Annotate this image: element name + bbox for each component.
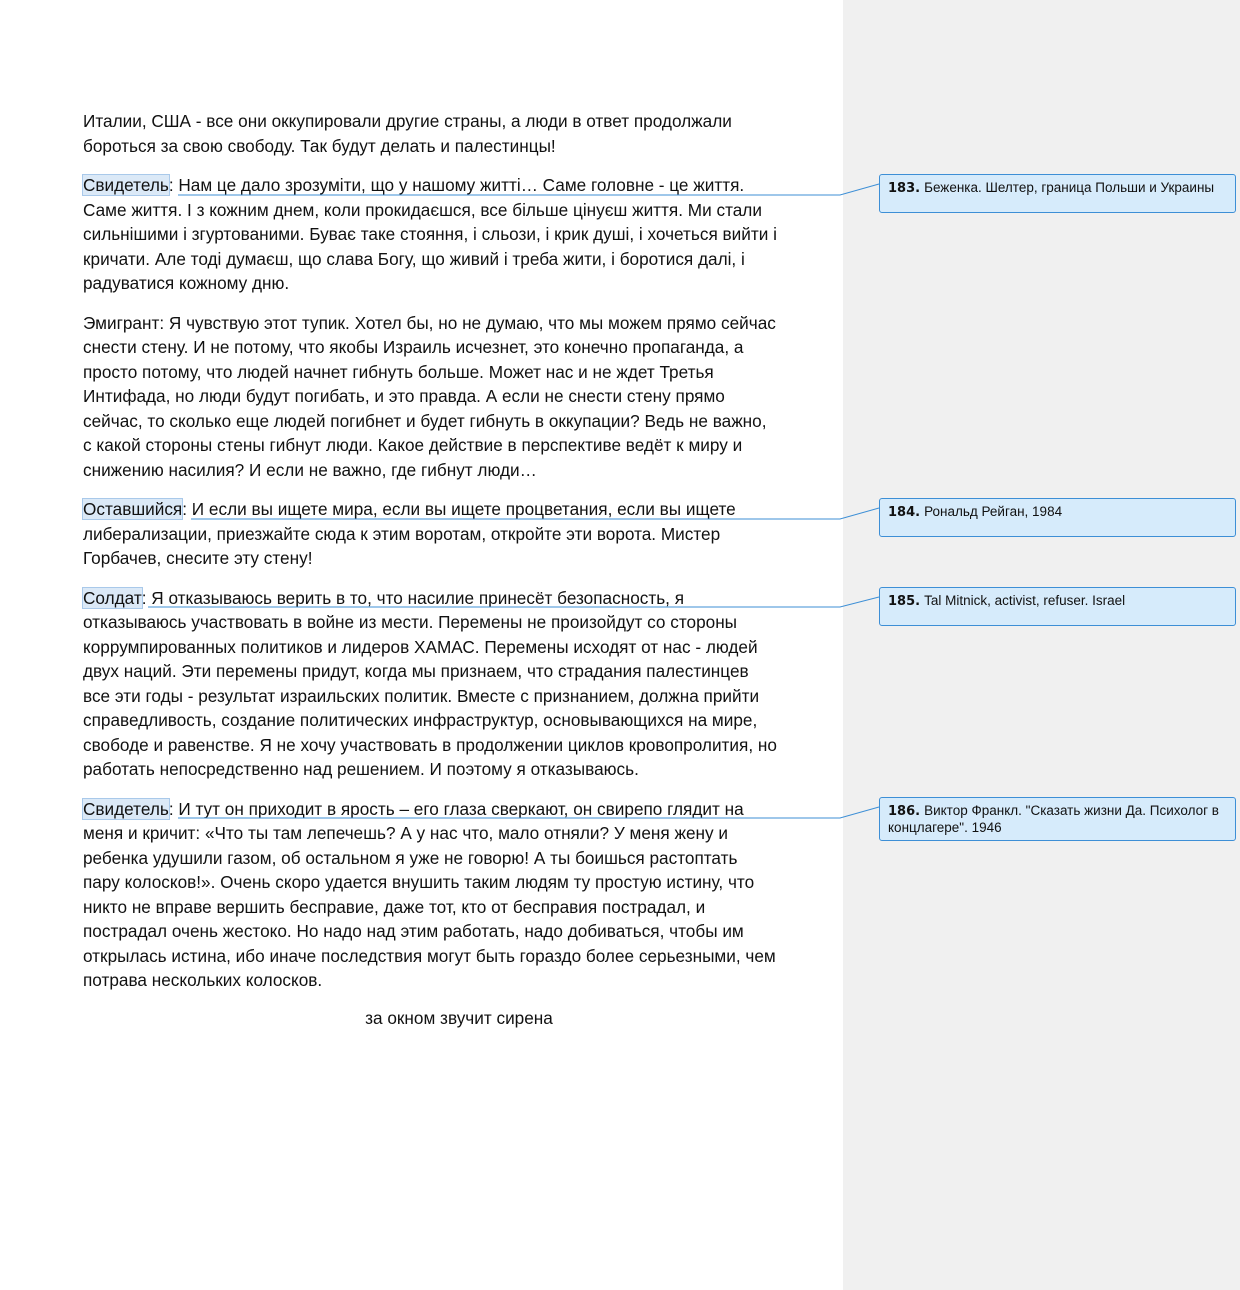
comment-anchor-186[interactable]: Свидетель	[83, 798, 169, 819]
text-line: Эмигрант: Я чувствую этот тупик. Хотел бы, но не думаю, что мы можем прямо сейчас	[83, 312, 776, 333]
text-line: двух наций. Эти перемены придут, когда мы признаем, что страдания палестинцев	[83, 661, 749, 681]
text-line: никто не вправе вершить бесправие, даже тот, кто от бесправия пострадал, и	[83, 896, 706, 917]
text-line: справедливость, создание политических инфраструктур, основывающихся на мире,	[83, 710, 758, 730]
comment-number: 184.	[888, 505, 921, 520]
text-line: либерализации, приезжайте сюда к этим воротам, откройте эти ворота. Мистер	[83, 523, 721, 544]
text-line: Саме життя. І з кожним днем, коли прокидаєшся, все більше цінуєш життя. Ми стали	[83, 199, 762, 220]
text-line	[83, 497, 835, 522]
stage-direction: за окном звучит сирена	[365, 1008, 553, 1028]
comment-number: 183.	[888, 181, 921, 196]
comment-184[interactable]	[879, 498, 1236, 537]
text-run: : И если вы ищете мира, если вы ищете процветания, если вы ищете	[182, 499, 736, 519]
comment-text: Виктор Франкл. "Сказать жизни Да. Психолог в концлагере". 1946	[888, 803, 1219, 835]
text-run: : Я отказываюсь верить в то, что насилие принесёт безопасность, я	[141, 587, 685, 608]
comment-text: Рональд Рейган, 1984	[924, 504, 1063, 519]
text-line: открылась истина, ибо иначе последствия могут быть гораздо более серьезными, чем	[83, 945, 776, 966]
text-line: работать непосредственно над решением. И поэтому я отказываюсь.	[83, 759, 639, 779]
text-line: коррумпированных политиков и лидеров ХАМАС. Перемены исходят от нас - людей	[83, 636, 758, 657]
text-line: свободе и равенстве. Я не хочу участвовать в продолжении циклов кровопролития, но	[83, 734, 777, 755]
comment-anchor-183[interactable]: Свидетель	[83, 175, 169, 195]
text-run: : И тут он приходит в ярость – его глаза сверкают, он свирепо глядит на	[168, 798, 744, 819]
paragraph[interactable]	[83, 311, 835, 483]
text-line	[83, 173, 835, 198]
paragraph[interactable]	[83, 109, 835, 158]
text-line: потрава нескольких колосков.	[83, 970, 323, 990]
text-line: бороться за свою свободу. Так будут делать и палестинцы!	[83, 135, 556, 156]
text-line: Горбачев, снесите эту стену!	[83, 548, 313, 568]
text-line: сильнішими і згуртованими. Буває таке стояння, і сльози, і крик душі, і хочеться вийти і	[83, 224, 777, 244]
comment-number: 186.	[888, 804, 921, 819]
comment-anchor-185[interactable]: Солдат	[83, 587, 142, 608]
comment-anchor-184[interactable]: Оставшийся	[83, 499, 183, 519]
text-line: радуватися кожному дню.	[83, 273, 290, 293]
text-line: пару колосков!». Очень скоро удается внушить таким людям ту простую истину, что	[83, 872, 755, 892]
text-line: с какой стороны стены гибнут люди. Какое действие в перспективе ведёт к миру и	[83, 435, 743, 455]
text-line: сейчас, то сколько еще людей погибнет и будет гибнуть в оккупации? Ведь не важно,	[83, 410, 767, 431]
paragraph[interactable]	[83, 497, 835, 571]
text-line: Италии, США - все они оккупировали другие страны, а люди в ответ продолжали	[83, 111, 732, 131]
comment-number: 185.	[888, 594, 921, 609]
text-line: пострадал очень жестоко. Но надо над этим работать, надо добиваться, чтобы им	[83, 921, 744, 941]
text-line	[83, 586, 835, 611]
comment-185[interactable]	[879, 587, 1236, 626]
text-line: снижению насилия? И если не важно, где гибнут люди…	[83, 459, 537, 480]
text-line: просто потому, что людей начнет гибнуть больше. Может нас и не ждет Третья	[83, 361, 714, 382]
text-line: Интифада, но люди будут погибать, и это правда. А если не снести стену прямо	[83, 386, 725, 406]
text-line: снести стену. И не потому, что якобы Израиль исчезнет, это конечно пропаганда, а	[83, 337, 744, 357]
comment-186[interactable]	[879, 797, 1236, 841]
comment-text: Беженка. Шелтер, граница Польши и Украины	[924, 180, 1215, 195]
text-line: отказываюсь участвовать в войне из мести. Перемены не произойдут со стороны	[83, 612, 738, 632]
paragraph[interactable]	[83, 797, 835, 993]
text-line: все эти годы - результат израильских политик. Вместе с признанием, должна прийти	[83, 685, 760, 706]
paragraph[interactable]	[83, 173, 835, 296]
text-run: : Нам це дало зрозуміти, що у нашому житті… Саме головне - це життя.	[168, 175, 745, 195]
text-line	[83, 797, 835, 822]
comment-text: Tal Mitnick, activist, refuser. Israel	[924, 593, 1126, 608]
comment-183[interactable]	[879, 174, 1236, 213]
text-line: ребенка удушили газом, об остальном я уже не говорю! А ты боишься растоптать	[83, 847, 738, 868]
document-body[interactable]	[83, 109, 835, 1008]
text-line: меня и кричит: «Что ты там лепечешь? А у нас что, мало отняли? У меня жену и	[83, 823, 728, 843]
paragraph[interactable]	[83, 586, 835, 782]
text-line: кричати. Але тоді думаєш, що слава Богу, що живий і треба жити, і боротися далі, і	[83, 248, 745, 269]
